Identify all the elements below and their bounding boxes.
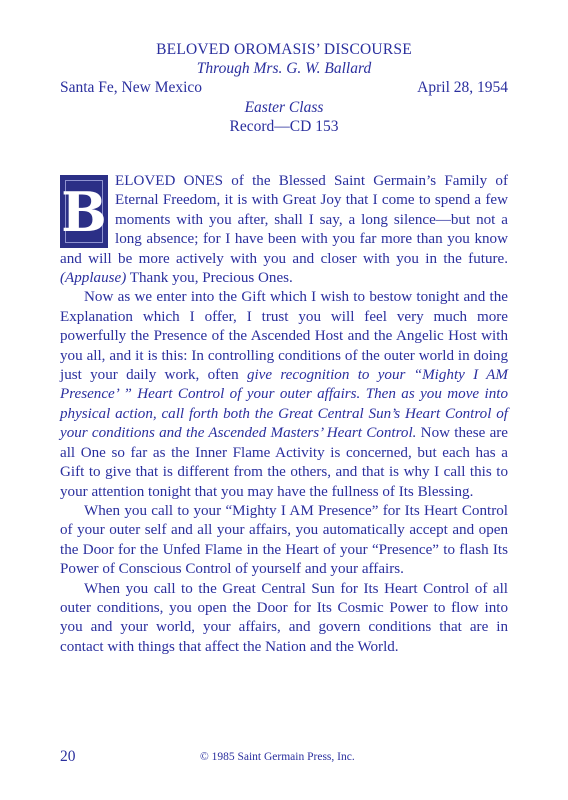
discourse-subtitle: Through Mrs. G. W. Ballard [196, 60, 372, 77]
place-date-row [60, 79, 508, 97]
paragraph-1 [60, 172, 508, 288]
discourse-body [60, 172, 508, 657]
applause-note: (Applause) [60, 270, 127, 287]
paragraph-1-text: ELOVED ONES of the Blessed Saint Germain’s Family of Eternal Freedom, it is with Great Joy that I come to spend a few moments with you after, shall I say, a long silence—but not a long absence; for I have been with you far more than you know and will be more actively with you and closer with you in the future. [60, 173, 508, 267]
paragraph-4: When you call to the Great Central Sun for Its Heart Control of all outer conditions, you open the Door for Its Cosmic Power to flow into you and your world, your affairs, and govern conditions that are in contact with things that affect the Nation and the World. [60, 580, 508, 655]
date: April 28, 1954 [417, 79, 508, 96]
paragraph-2-text: Now as we enter into the Gift which I wish to bestow tonight and the Explanation which I offer, I trust you will feel very much more powerfully the Presence of the Ascended Host and the Angelic Host with you all, and it is this: In controlling conditions of the outer world in doing just your daily work, often [60, 289, 508, 384]
document-page [60, 0, 508, 800]
copyright-notice: © 1985 Saint Germain Press, Inc. [200, 751, 355, 763]
page-number: 20 [60, 748, 76, 765]
record-number: Record—CD 153 [229, 118, 339, 135]
place: Santa Fe, New Mexico [60, 79, 203, 96]
discourse-title: BELOVED OROMASIS’ DISCOURSE [156, 41, 412, 58]
paragraph-2-emphasis: give recognition to your “Mighty I AM Presence’ ” Heart Control of your outer affairs. Then as you move into physical action, call forth both the Great Central Sun’s Heart Control of your conditions and the Ascended Masters’ Heart Control. [60, 367, 508, 442]
paragraph-3: When you call to your “Mighty I AM Presence” for Its Heart Control of your outer self and all your affairs, you automatically accept and open the Door for the Unfed Flame in the Heart of your “Presence” to flash Its Power of Conscious Control of yourself and your affairs. [60, 502, 508, 578]
drop-cap-ornament [60, 175, 108, 248]
class-name: Easter Class [244, 99, 324, 116]
paragraph-1-end: Thank you, Precious Ones. [126, 270, 293, 287]
paragraph-2-end: Now these are all One so far as the Inner Flame Activity is concerned, but each has a Gift to give that is different from the others, and that is why I call this to your attention tonight that you may have the fullness of Its Blessing. [60, 425, 508, 500]
paragraph-2 [60, 288, 508, 501]
drop-cap-letter: B [61, 179, 107, 244]
